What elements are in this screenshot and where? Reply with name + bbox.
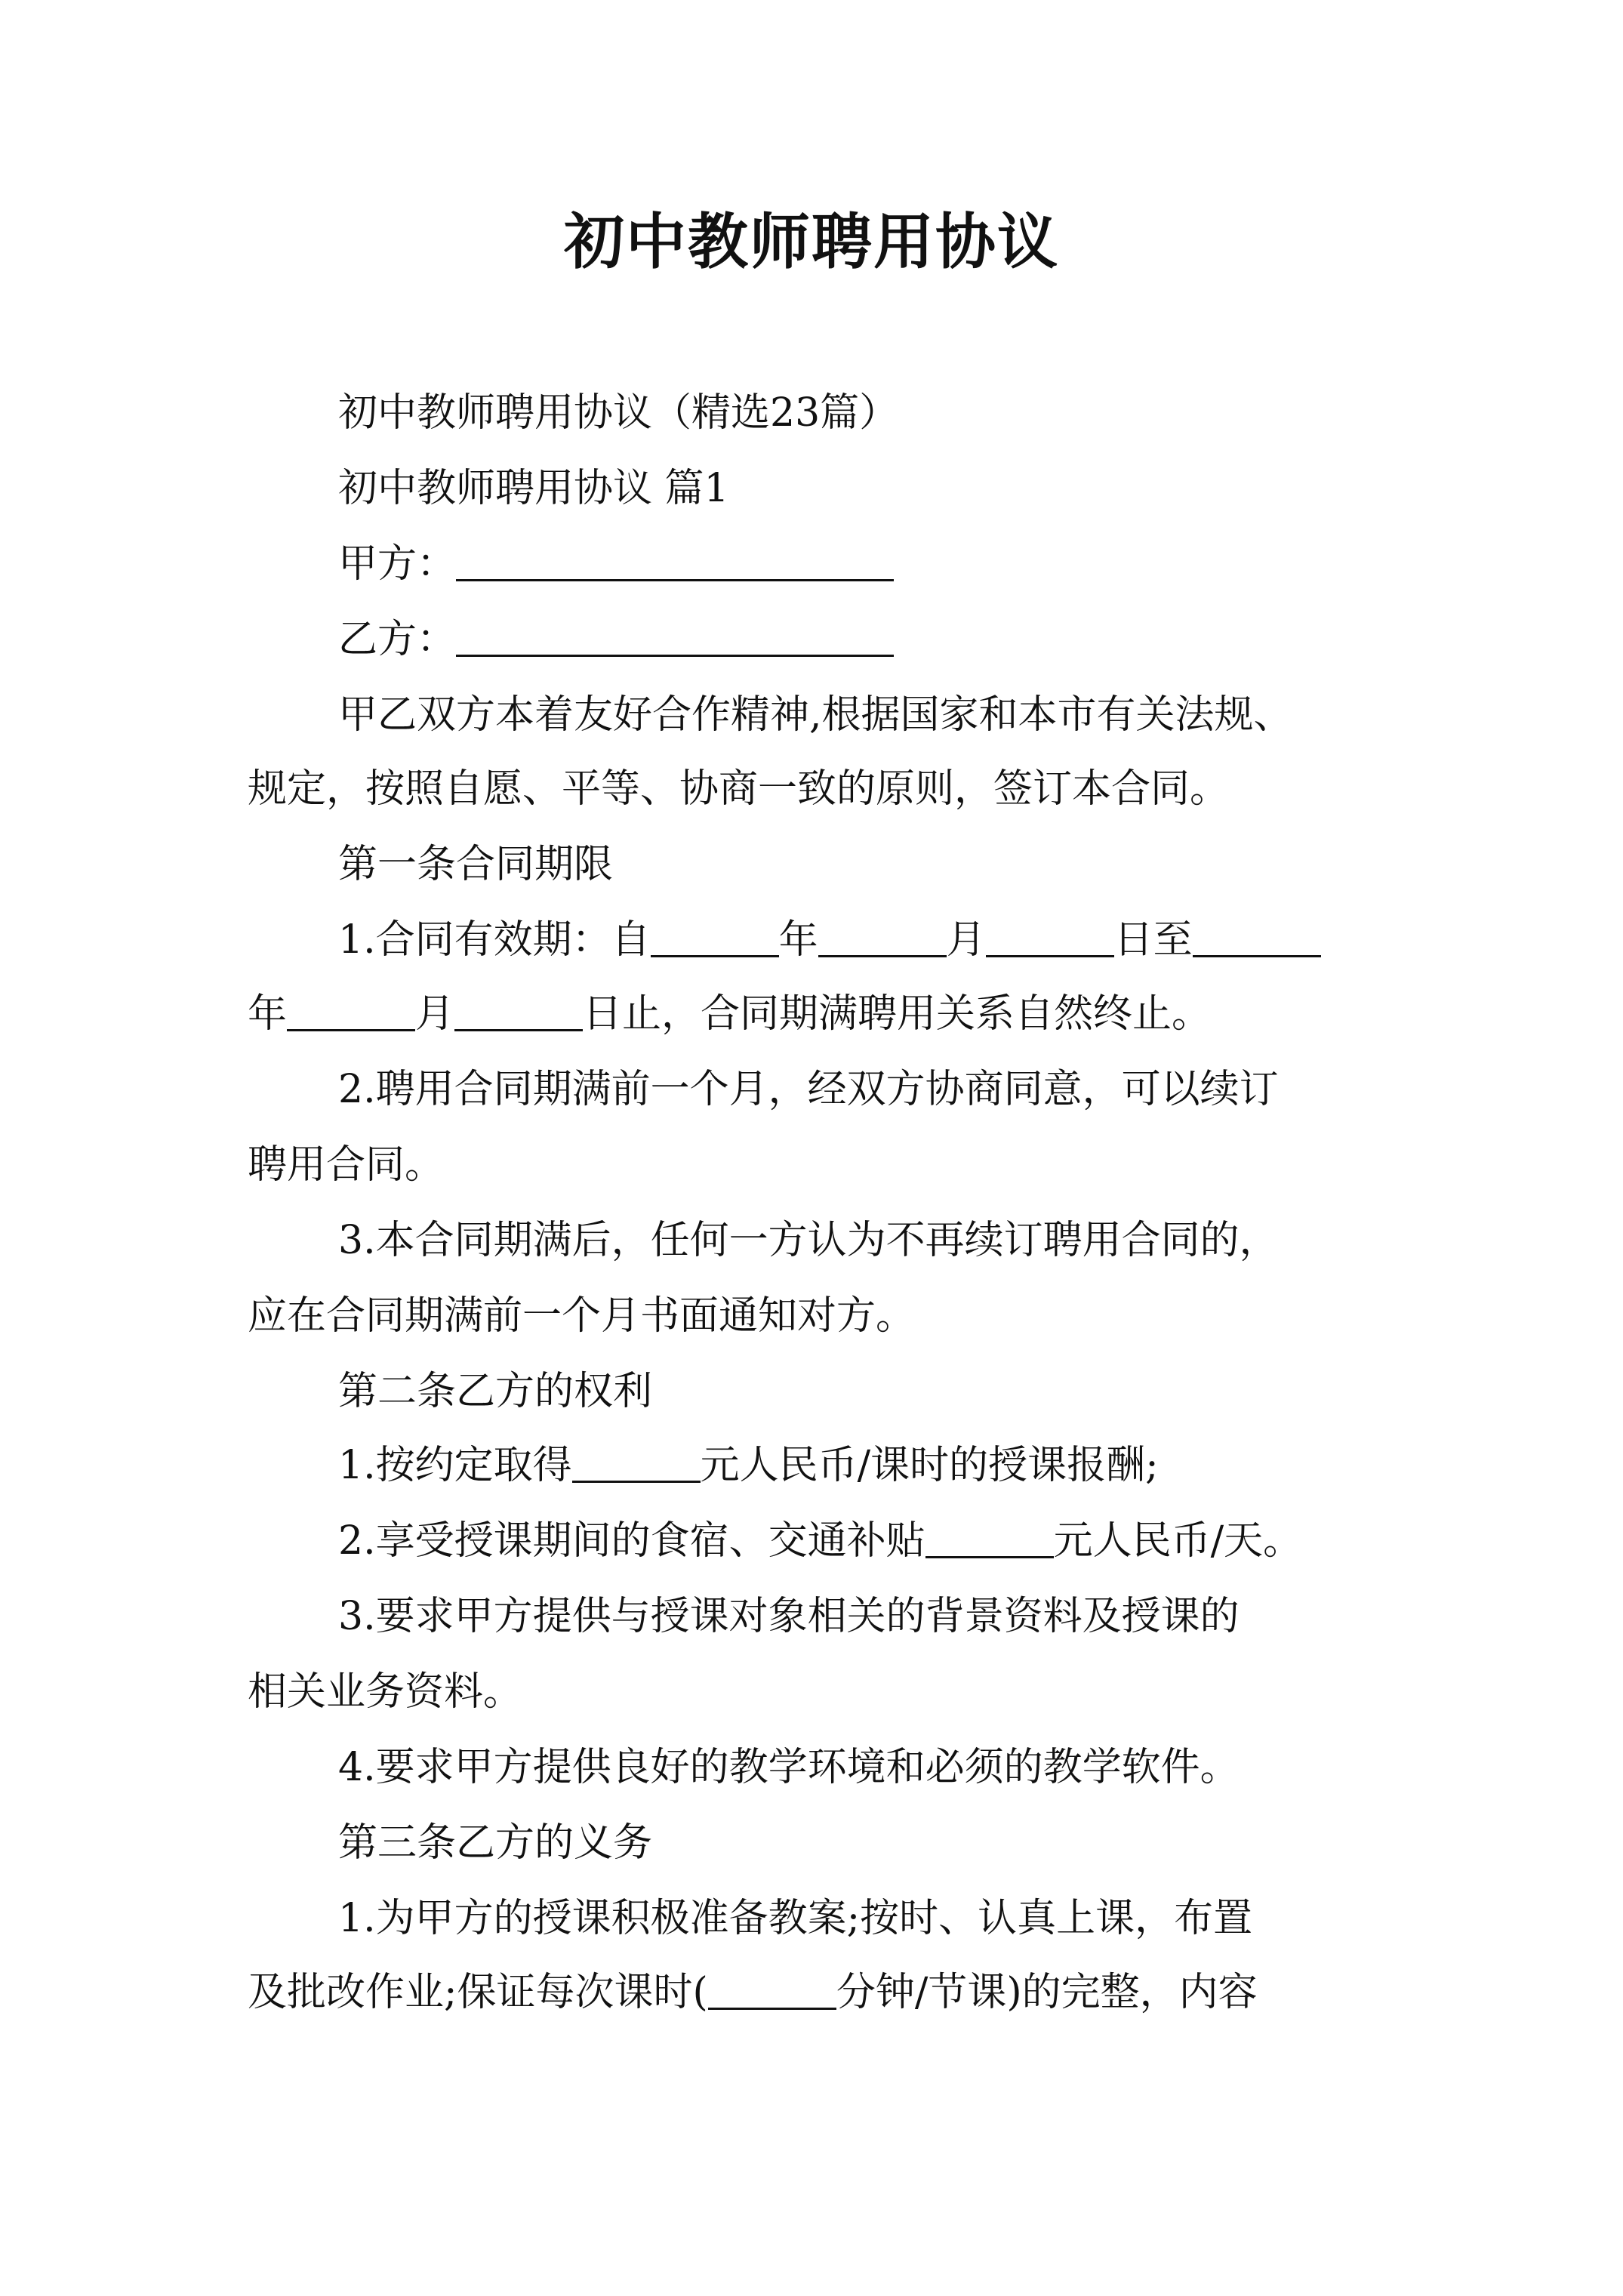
clause-line <box>248 988 1403 1040</box>
fill-blank <box>818 917 947 957</box>
section-heading: 初中教师聘用协议 篇1 <box>338 466 729 511</box>
article-heading: 第一条合同期限 <box>338 842 614 887</box>
fill-blank <box>986 917 1114 957</box>
party-b-label: 乙方： <box>338 617 457 662</box>
party-b-line <box>338 613 1493 666</box>
clause-text: 元人民币/天。 <box>1053 1518 1303 1564</box>
article-heading: 第二条乙方的权利 <box>338 1369 653 1414</box>
clause-line: 相关业务资料。 <box>248 1669 523 1715</box>
clause-text: 日止，合同期满聘用关系自然终止。 <box>583 991 1212 1037</box>
clause-text: 月 <box>415 991 455 1037</box>
article-heading: 第三条乙方的义务 <box>338 1820 653 1866</box>
clause-text: 2.享受授课期间的食宿、交通补贴 <box>338 1518 925 1564</box>
clause-text: 年 <box>248 991 288 1037</box>
clause-text: 元人民币/课时的授课报酬; <box>700 1443 1159 1488</box>
clause-text: 1.合同有效期：自 <box>338 917 651 963</box>
clause-text: 1.按约定取得 <box>338 1443 572 1488</box>
clause-text: 及批改作业;保证每次课时( <box>248 1970 708 2015</box>
clause-line: 3.要求甲方提供与授课对象相关的背景资料及授课的 <box>338 1594 1240 1639</box>
clause-line <box>338 914 1493 966</box>
clause-text: 月 <box>946 917 986 963</box>
fill-blank <box>287 991 415 1031</box>
intro-paragraph-line: 规定，按照自愿、平等、协商一致的原则，签订本合同。 <box>248 766 1230 812</box>
clause-line: 4.要求甲方提供良好的教学环境和必须的教学软件。 <box>338 1745 1240 1790</box>
fill-blank <box>572 1443 701 1483</box>
party-b-blank <box>456 617 894 657</box>
clause-line: 聘用合同。 <box>248 1142 445 1188</box>
clause-text: 日至 <box>1113 917 1193 963</box>
fill-blank <box>454 991 583 1031</box>
clause-line <box>338 1439 1493 1492</box>
fill-blank <box>651 917 779 957</box>
clause-line: 2.聘用合同期满前一个月，经双方协商同意，可以续订 <box>338 1067 1279 1112</box>
intro-paragraph-line: 甲乙双方本着友好合作精神,根据国家和本市有关法规、 <box>338 692 1293 738</box>
clause-text: 分钟/节课)的完整，内容 <box>836 1970 1258 2015</box>
fill-blank <box>1193 917 1321 957</box>
clause-line <box>338 1515 1493 1567</box>
party-a-label: 甲方： <box>338 541 457 587</box>
party-a-line <box>338 538 1493 590</box>
document-title: 初中教师聘用协议 <box>564 206 1059 277</box>
fill-blank <box>925 1518 1054 1558</box>
party-a-blank <box>456 541 894 581</box>
document-subtitle: 初中教师聘用协议（精选23篇） <box>338 390 899 436</box>
fill-blank <box>708 1970 836 2010</box>
clause-line: 3.本合同期满后，任何一方认为不再续订聘用合同的， <box>338 1218 1279 1263</box>
clause-text: 年 <box>778 917 818 963</box>
clause-line: 应在合同期满前一个月书面通知对方。 <box>248 1293 916 1339</box>
clause-line <box>248 1966 1403 2019</box>
clause-line: 1.为甲方的授课积极准备教案;按时、认真上课，布置 <box>338 1896 1253 1941</box>
